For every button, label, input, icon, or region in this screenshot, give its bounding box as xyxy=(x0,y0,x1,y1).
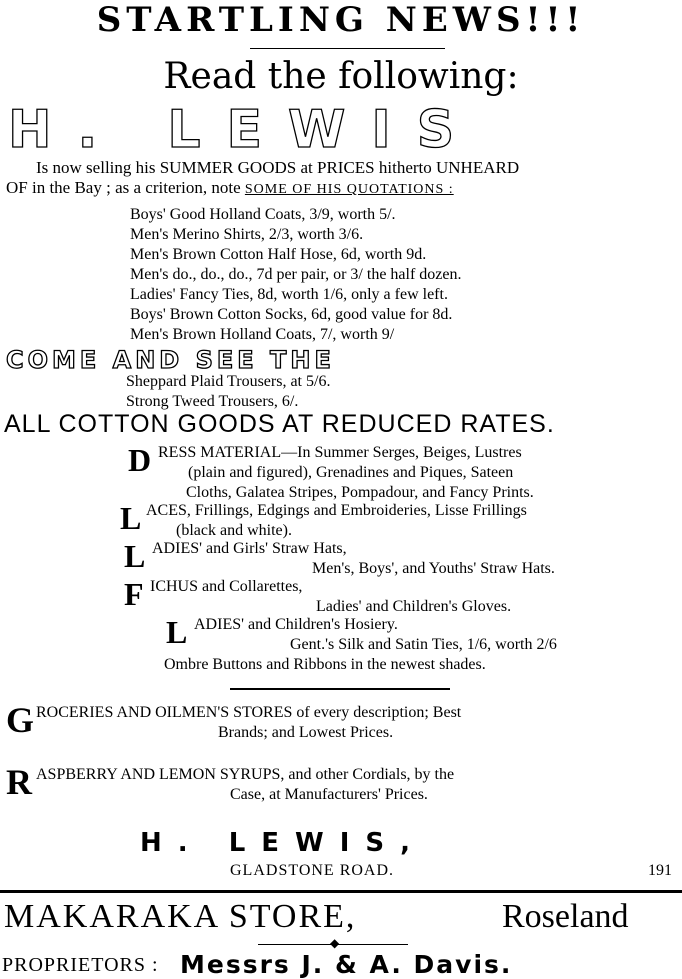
store-location: Roseland xyxy=(502,898,629,935)
laces-line: (black and white). xyxy=(176,522,292,539)
quotation-item: Boys' Brown Cotton Socks, 6d, good value for 8d. xyxy=(130,306,453,323)
fichus-line: ICHUS and Collarettes, xyxy=(150,578,303,595)
quotation-item: Ladies' Fancy Ties, 8d, worth 1/6, only a few left. xyxy=(130,286,448,303)
divider xyxy=(250,48,445,49)
hats-line: ADIES' and Girls' Straw Hats, xyxy=(152,540,347,557)
drop-cap: R xyxy=(6,762,32,802)
come-see-heading: COME AND SEE THE xyxy=(6,346,335,374)
groceries-line: Brands; and Lowest Prices. xyxy=(218,724,394,741)
quotation-item: Men's Merino Shirts, 2/3, worth 3/6. xyxy=(130,226,364,243)
syrups-line: ASPBERRY AND LEMON SYRUPS, and other Cordials, by the xyxy=(36,766,455,783)
intro-text: OF in the Bay ; as a criterion, note xyxy=(6,178,245,197)
headline: STARTLING NEWS!!! xyxy=(96,0,586,40)
intro-line-2 xyxy=(6,178,454,198)
drop-cap: L xyxy=(166,614,188,650)
hosiery-line: ADIES' and Children's Hosiery. xyxy=(194,616,398,633)
address: GLADSTONE ROAD. xyxy=(230,862,395,879)
trouser-item: Sheppard Plaid Trousers, at 5/6. xyxy=(126,373,331,390)
proprietors-label: PROPRIETORS : xyxy=(2,954,159,976)
merchant-name: H. LEWIS xyxy=(8,100,481,160)
quotations-label: SOME OF HIS QUOTATIONS : xyxy=(244,182,454,197)
divider xyxy=(0,890,682,893)
quotation-item: Boys' Good Holland Coats, 3/9, worth 5/. xyxy=(130,206,396,223)
hats-line: Men's, Boys', and Youths' Straw Hats. xyxy=(312,560,555,577)
quotation-item: Men's do., do., do., 7d per pair, or 3/ the half dozen. xyxy=(130,266,462,283)
dress-line: (plain and figured), Grenadines and Piques, Sateen xyxy=(188,464,514,481)
trouser-item: Strong Tweed Trousers, 6/. xyxy=(126,393,299,410)
proprietors-names: Messrs J. & A. Davis. xyxy=(180,950,513,979)
drop-cap: G xyxy=(6,700,35,740)
drop-cap: F xyxy=(124,576,144,612)
divider xyxy=(230,688,450,690)
hosiery-line: Ombre Buttons and Ribbons in the newest shades. xyxy=(164,656,486,673)
ad-number: 191 xyxy=(648,862,672,879)
syrups-line: Case, at Manufacturers' Prices. xyxy=(230,786,428,803)
subhead: Read the following: xyxy=(163,56,519,97)
dress-line: Cloths, Galatea Stripes, Pompadour, and Fancy Prints. xyxy=(186,484,534,501)
diamond-ornament: ◆ xyxy=(330,936,340,950)
cotton-heading: ALL COTTON GOODS AT REDUCED RATES. xyxy=(4,410,555,438)
quotation-item: Men's Brown Holland Coats, 7/, worth 9/ xyxy=(130,326,395,343)
hosiery-line: Gent.'s Silk and Satin Ties, 1/6, worth 2/6 xyxy=(290,636,557,653)
dress-line: RESS MATERIAL—In Summer Serges, Beiges, Lustres xyxy=(158,444,522,461)
drop-cap: L xyxy=(124,538,146,574)
drop-cap: D xyxy=(128,442,152,478)
groceries-line: ROCERIES AND OILMEN'S STORES of every description; Best xyxy=(36,704,462,721)
drop-cap: L xyxy=(120,500,142,536)
intro-line-1: Is now selling his SUMMER GOODS at PRICES hitherto UNHEARD xyxy=(36,158,520,177)
footer-merchant: H. LEWIS, xyxy=(140,828,426,858)
quotation-item: Men's Brown Cotton Half Hose, 6d, worth 9d. xyxy=(130,246,427,263)
fichus-line: Ladies' and Children's Gloves. xyxy=(316,598,512,615)
store-name: MAKARAKA STORE, xyxy=(4,898,357,935)
laces-line: ACES, Frillings, Edgings and Embroideries, Lisse Frillings xyxy=(146,502,527,519)
